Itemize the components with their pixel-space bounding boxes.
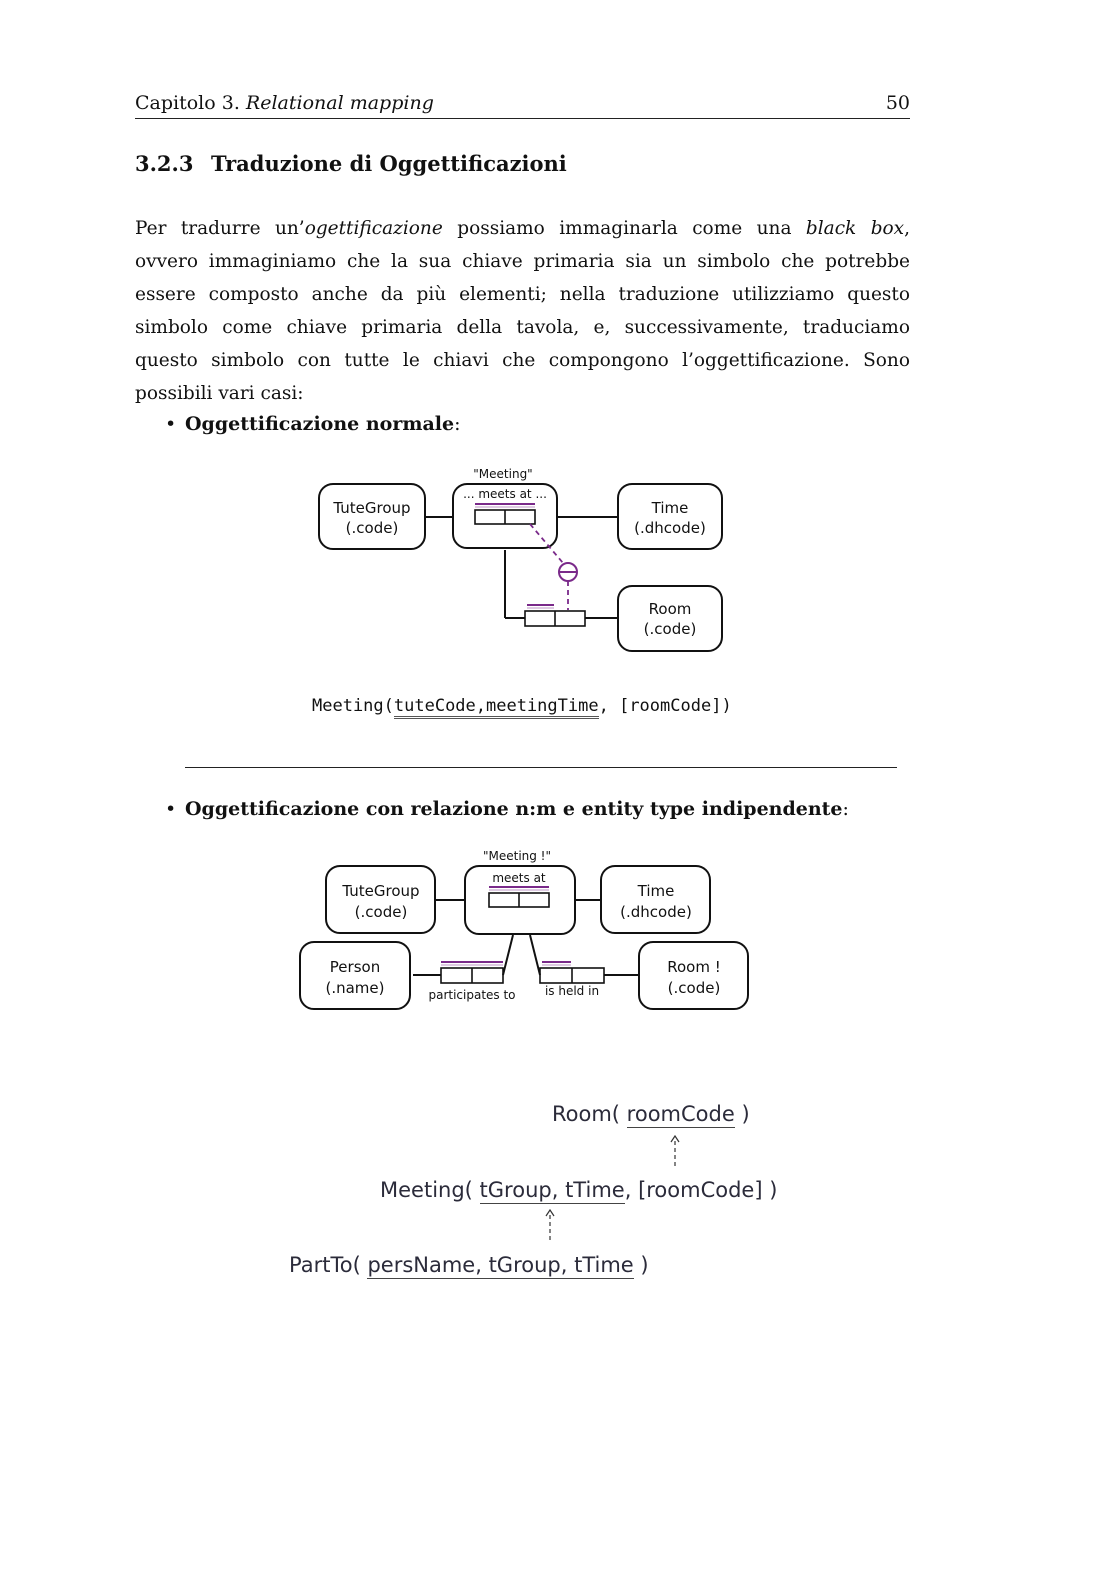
meeting-optional-key: [roomCode] bbox=[638, 1178, 763, 1202]
room-name: Room bbox=[648, 600, 692, 618]
objectified-name: "Meeting" bbox=[473, 467, 533, 481]
tutegroup-name: TuteGroup bbox=[333, 499, 411, 517]
page-header bbox=[135, 90, 910, 119]
case2-bullet: • Oggettificazione con relazione n:m e entity type indipendente: bbox=[165, 798, 849, 820]
person-ref: (.name) bbox=[325, 979, 385, 997]
intro-paragraph: Per tradurre un’ogettificazione possiamo immaginarla come una black box, ovvero immaginiamo che la sua chiave primaria sia un simbolo che potrebbe essere composto anche da più elementi; nella traduzione utilizziamo questo simbolo come chiave primaria della tavola, e, successivamente, traduciamo questo simbolo con tutte le chiavi che compongono l’oggettificazione. Sono possibili vari casi: bbox=[135, 218, 910, 404]
primary-key: tuteCode,meetingTime bbox=[394, 696, 599, 719]
time-ref: (.dhcode) bbox=[634, 519, 706, 537]
person-name: Person bbox=[329, 958, 381, 976]
tutegroup-name: TuteGroup bbox=[342, 882, 420, 900]
room-primary-key: roomCode bbox=[626, 1102, 735, 1126]
held-label: is held in bbox=[544, 984, 600, 998]
tutegroup-ref: (.code) bbox=[345, 519, 399, 537]
case1-bullet: • Oggettificazione normale: bbox=[165, 413, 461, 435]
fact-label: meets at bbox=[492, 871, 546, 885]
section-title: Traduzione di Oggettificazioni bbox=[211, 151, 567, 176]
schema-meeting: Meeting( tGroup, tTime, [roomCode] ) bbox=[380, 1178, 778, 1202]
time-ref: (.dhcode) bbox=[620, 903, 692, 921]
fact-label: ... meets at ... bbox=[463, 487, 547, 501]
objectification-diagram-1 bbox=[310, 460, 730, 660]
chapter-label: Capitolo 3. Relational mapping bbox=[135, 92, 434, 114]
schema-partto: PartTo( persName, tGroup, tTime ) bbox=[289, 1253, 649, 1277]
partto-primary-key: persName, tGroup, tTime bbox=[367, 1253, 634, 1277]
section-number: 3.2.3 bbox=[135, 151, 194, 176]
schema-room: Room( roomCode ) bbox=[552, 1102, 750, 1126]
meeting-primary-key: tGroup, tTime bbox=[479, 1178, 625, 1202]
separator-line bbox=[185, 767, 897, 768]
tutegroup-ref: (.code) bbox=[354, 903, 408, 921]
objectified-name: "Meeting !" bbox=[482, 849, 552, 863]
case1-mapping: Meeting(tuteCode,meetingTime, [roomCode]) bbox=[312, 696, 732, 716]
foreign-key-arrows bbox=[540, 1130, 690, 1245]
page-number: 50 bbox=[885, 92, 910, 114]
room-ref: (.code) bbox=[643, 620, 697, 638]
section-heading bbox=[135, 151, 567, 176]
time-name: Time bbox=[637, 882, 675, 900]
room-name: Room ! bbox=[667, 958, 721, 976]
entity-room bbox=[618, 586, 722, 651]
optional-key: [roomCode] bbox=[619, 696, 722, 716]
participates-label: participates to bbox=[428, 988, 516, 1002]
time-name: Time bbox=[651, 499, 689, 517]
objectification-diagram-2 bbox=[295, 843, 755, 1018]
room-ref: (.code) bbox=[667, 979, 721, 997]
